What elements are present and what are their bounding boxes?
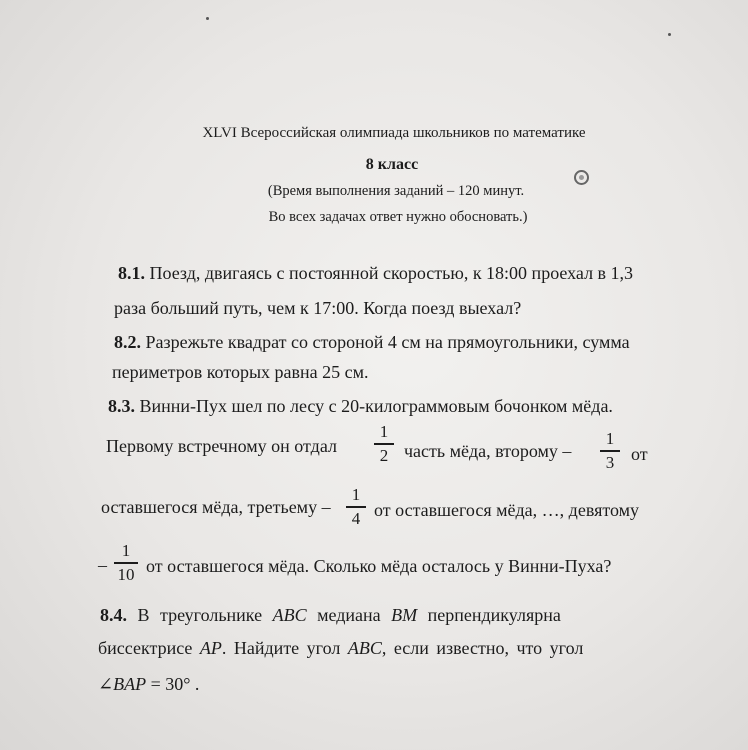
problem-8-1-line-2: раза больший путь, чем к 17:00. Когда поезд выехал?: [114, 298, 522, 318]
fraction-1-10: [114, 541, 138, 585]
problem-text: . Найдите угол: [221, 638, 348, 658]
grade-title: 8 класс: [365, 156, 419, 173]
justify-note: Во всех задачах ответ нужно обосновать.): [268, 209, 528, 225]
problem-8-4-line-2: [98, 638, 583, 659]
denominator: 2: [379, 445, 389, 465]
problem-number: 8.3.: [108, 396, 135, 416]
problem-8-2-line-1: [114, 332, 630, 353]
denominator: 10: [117, 564, 135, 584]
problem-number: 8.2.: [114, 332, 141, 352]
denominator: 3: [605, 452, 615, 472]
pen-mark-icon: [574, 170, 589, 185]
numerator: 1: [351, 485, 361, 504]
problem-8-4-line-3: [98, 674, 199, 695]
problem-text: , если известно, что угол: [381, 638, 584, 658]
median-bm: BM: [391, 605, 418, 625]
problem-text: биссектрисе: [98, 638, 200, 658]
problem-8-3-line-2b: часть мёда, второму –: [404, 441, 572, 461]
olympiad-title: XLVI Всероссийская олимпиада школьников по математике: [202, 125, 586, 141]
problem-8-3-line-1: [108, 396, 613, 417]
problem-text: Винни-Пух шел по лесу с 20-килограммовым бочонком мёда.: [135, 396, 613, 416]
dash: –: [98, 555, 107, 575]
problem-number: 8.4.: [100, 605, 127, 625]
problem-text: медиана: [306, 605, 392, 625]
fraction-1-2: [374, 422, 394, 466]
angle-value: = 30° .: [146, 674, 200, 694]
speck: [206, 17, 209, 20]
numerator: 1: [121, 541, 131, 560]
denominator: 4: [351, 508, 361, 528]
problem-8-2-line-2: периметров которых равна 25 см.: [112, 362, 369, 382]
problem-8-1-line-1: [118, 263, 633, 284]
problem-8-3-line-2a: Первому встречному он отдал: [106, 436, 337, 456]
problem-text: Поезд, двигаясь с постоянной скоростью, к 18:00 проехал в 1,3: [145, 263, 634, 283]
angle-abc: ABC: [347, 638, 382, 658]
problem-8-4-line-1: [100, 605, 561, 626]
problem-number: 8.1.: [118, 263, 145, 283]
problem-8-3-line-3b: от оставшегося мёда, …, девятому: [374, 500, 640, 520]
problem-text: В треугольнике: [127, 605, 273, 625]
problem-text: Разрежьте квадрат со стороной 4 см на прямоугольники, сумма: [141, 332, 630, 352]
bisector-ap: AP: [199, 638, 222, 658]
triangle-abc: ABC: [272, 605, 307, 625]
numerator: 1: [379, 422, 389, 441]
problem-8-3-line-4: от оставшегося мёда. Сколько мёда осталось у Винни-Пуха?: [146, 556, 612, 576]
speck: [668, 33, 671, 36]
fraction-1-3: [600, 429, 620, 473]
numerator: 1: [605, 429, 615, 448]
problem-8-3-line-3a: оставшегося мёда, третьему –: [101, 497, 331, 517]
fraction-1-4: [346, 485, 366, 529]
time-note: (Время выполнения заданий – 120 минут.: [267, 183, 525, 199]
angle-bap: ∠BAP: [98, 674, 147, 694]
problem-text: перпендикулярна: [417, 605, 561, 625]
problem-8-3-line-2c: от: [631, 444, 648, 464]
